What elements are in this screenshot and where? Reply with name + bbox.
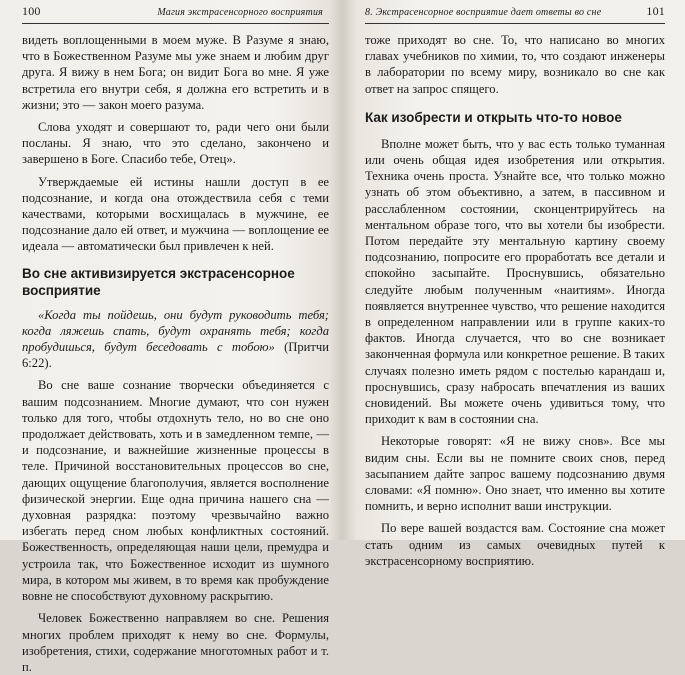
left-paragraph-1: видеть воплощенными в моем муже. В Разуме я знаю, что в Божественном Разуме мы уже знаем и любим друг друга. Я вижу в нем Бога; он видит Бога во мне. Я уже встретила его внутри себя, я должна его встретить и в жизни; это — закон моего разума. — [22, 33, 329, 112]
left-running-head — [22, 4, 329, 24]
bible-quote-text: «Когда ты пойдешь, они будут руководить тебя; когда ляжешь спать, будут охранять тебя; когда пробудишься, будут беседовать с тобою» — [22, 307, 329, 355]
left-paragraph-2: Слова уходят и совершают то, ради чего они были посланы. Я знаю, что это сделано, закончено и завершено в Боге. Спасибо тебе, Отец». — [22, 120, 329, 167]
left-paragraph-4: Во сне ваше сознание творчески объединяется с вашим подсознанием. Многие думают, что сон нужен только для того, чтобы отдохнуть тело, но во сне оно продолжает действовать, хоть и в замедленном темпе, — и подсознание, и важнейшие жизненные процессы в теле. Причиной восстановительных процессов во сне, дающих ощущение благополучия, является восполнение физической энергии. Еще одна причина нашего сна — духовная разрядка: поэтому чрезвычайно важно избегать перед сном любых конфликтных состояний. Божественность, определяющая наши цели, премудра и устроила так, что Божественное исходит из шумного мира, в котором мы живем, в то время как пробуждение вовне не способствуют духовному раскрытию. — [22, 378, 329, 604]
right-page-text — [365, 32, 665, 569]
right-running-title: 8. Экстрасенсорное восприятие дает ответы во сне — [365, 7, 602, 18]
left-page-number: 100 — [22, 4, 41, 18]
right-paragraph-2: Вполне может быть, что у вас есть только туманная или очень общая идея изобретения или открытия. Техника очень проста. Узнайте все, что только можно узнать об этом объективно, а затем, в пассивном и расслабленном состоянии, сконцентрируйтесь на ментальном образе того, что вы хотели бы изобрести. Потом передайте эту ментальную картину своему подсознанию, попросите его проработать все детали и спокойно засыпайте. Проснувшись, обязательно следуйте любым полученным «наитиям». Иногда появляется внутреннее чувство, что решение находится в определенном направлении или в группе каких-то фактов. Иногда случается, что во сне возникает законченная формула или конкретное решение. В таких случаях полезно иметь рядом с постелью карандаш и, проснувшись, сразу набросать впечатления из ваших сновидений. Вы можете очень удивиться тому, что приходит к вам в состоянии сна. — [365, 136, 665, 427]
right-section-heading: Как изобрести и открыть что-то новое — [365, 109, 622, 125]
left-page — [0, 0, 343, 674]
right-paragraph-4: По вере вашей воздастся вам. Состояние сна может стать одним из самых очевидных путей к экстрасенсорному восприятию. — [365, 521, 665, 568]
left-page-text — [22, 32, 329, 675]
right-paragraph-1: тоже приходят во сне. То, что написано во многих главах учебников по химии, то, что создают инженеры в лаборатории по всему миру, возникало во сне как ответ на запрос спящего. — [365, 33, 665, 96]
right-page — [343, 0, 685, 568]
left-running-title: Магия экстрасенсорного восприятия — [157, 7, 323, 18]
right-page-number: 101 — [646, 4, 665, 18]
right-paragraph-3: Некоторые говорят: «Я не вижу снов». Все мы видим сны. Если вы не помните своих снов, перед засыпанием дайте запрос вашему подсознанию двумя словами: «Я помню». Оно знает, что именно вы хотите помнить, и верно исполнит ваши инструкции. — [365, 434, 665, 514]
right-running-head — [365, 4, 665, 24]
left-paragraph-3: Утверждаемые ей истины нашли доступ в ее подсознание, и когда она отождествила себя с теми качествами, которыми восхищалась в мужчине, ее подсознание дало ей ответ, и мужчина — воплощение ее идеала — автоматически был привлечен к ней. — [22, 174, 329, 254]
bible-quote — [22, 307, 329, 372]
left-paragraph-5: Человек Божественно направляем во сне. Решения многих проблем приходят к нему во сне. Формулы, изобретения, стихи, содержание многотомных работ и т. п. — [22, 611, 329, 674]
bible-quote-ref: (Притчи 6:22). — [22, 340, 329, 371]
left-section-heading: Во сне активизируется экстрасенсорное восприятие — [22, 265, 295, 298]
